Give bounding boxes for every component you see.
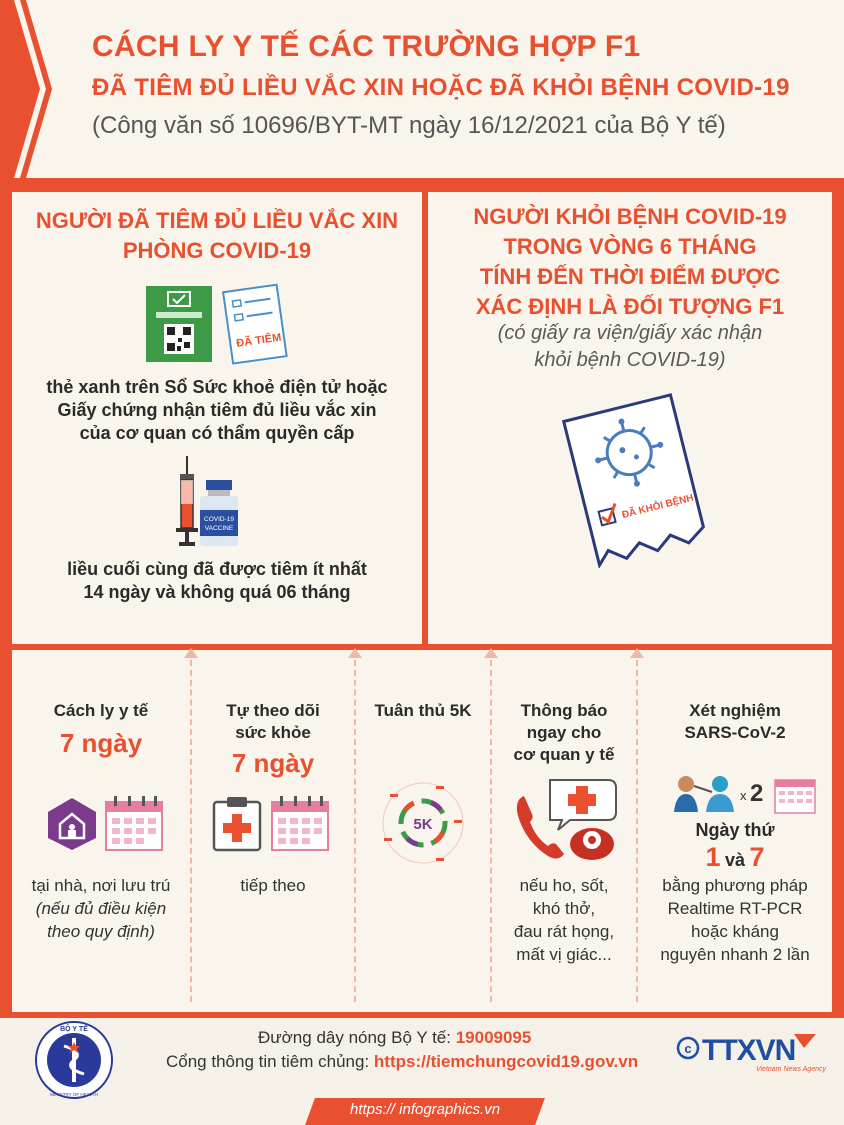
five-k-badge: 5K <box>413 816 433 833</box>
recovered-title: NGƯỜI KHỎI BỆNH COVID-19 TRONG VÒNG 6 THÁNG TÍNH ĐẾN THỜI ĐIỂM ĐƯỢC XÁC ĐỊNH LÀ ĐỐI TƯỢNG F1 <box>473 204 787 319</box>
monitor-column <box>192 700 354 778</box>
isolation-title: Cách ly y tế <box>53 701 149 720</box>
house-icon <box>44 796 100 852</box>
report-column <box>492 700 636 766</box>
report-title: Thông báo ngay cho cơ quan y tế <box>513 701 615 764</box>
vial-label-2: VACCINE <box>204 525 234 532</box>
arrow-up-icon <box>184 648 198 658</box>
site-link[interactable]: https:// infographics.vn <box>349 1101 501 1118</box>
swab-test-icon <box>670 772 740 812</box>
arrow-up-icon <box>630 648 644 658</box>
test-description: bằng phương pháp Realtime RT-PCR hoặc kháng nguyên nhanh 2 lần <box>660 876 810 964</box>
hotline-number[interactable]: 19009095 <box>455 1028 532 1047</box>
fivek-column <box>356 700 490 722</box>
vaccine-vial-icon <box>198 480 240 546</box>
chevron-decoration-icon <box>0 0 54 178</box>
arrow-up-icon <box>484 648 498 658</box>
calendar-icon <box>270 796 330 852</box>
monitor-description: tiếp theo <box>240 876 306 895</box>
recovered-subtitle: (có giấy ra viện/giấy xác nhận khỏi bệnh COVID-19) <box>497 322 763 371</box>
isolation-description: tại nhà, nơi lưu trú (nếu đủ điều kiện theo quy định) <box>31 876 171 941</box>
green-card-icon <box>146 286 212 362</box>
ministry-of-health-logo <box>34 1020 114 1100</box>
times-count: 2 <box>750 780 764 807</box>
portal: Cổng thông tin tiêm chủng: https://tiemchungcovid19.gov.vn <box>166 1052 639 1071</box>
cert-stamp: ĐÃ TIÊM <box>235 331 283 350</box>
test-days: 1 và 7 <box>705 842 765 872</box>
phone-report-icon <box>510 776 620 868</box>
ministry-bottom-text: MINISTRY OF HEALTH <box>50 1092 98 1097</box>
recovery-document-icon <box>560 392 710 568</box>
test-column <box>638 700 832 744</box>
clipboard-icon <box>212 796 262 852</box>
monitor-title: Tự theo dõi sức khỏe <box>226 701 320 742</box>
ttxvn-logo <box>676 1030 836 1074</box>
test-title: Xét nghiệm SARS-CoV-2 <box>684 701 786 742</box>
dose-description: liều cuối cùng đã được tiêm ít nhất 14 ngày và không quá 06 tháng <box>67 559 367 602</box>
vaccinated-title: NGƯỜI ĐÃ TIÊM ĐỦ LIỀU VẮC XIN PHÒNG COVID-19 <box>35 208 399 263</box>
portal-link[interactable]: https://tiemchungcovid19.gov.vn <box>373 1052 639 1071</box>
isolation-column <box>12 700 190 758</box>
page-title-line2: ĐÃ TIÊM ĐỦ LIỀU VẮC XIN HOẶC ĐÃ KHỎI BỆNH COVID-19 <box>92 74 790 101</box>
vial-label: COVID-19 <box>204 516 234 523</box>
calendar-icon <box>774 776 816 814</box>
svg-text:c: c <box>684 1041 692 1056</box>
times-x: x <box>740 788 747 803</box>
doc-stamp: ĐÃ KHỎI BỆNH <box>620 492 695 521</box>
ministry-top-text: BỘ Y TẾ <box>60 1026 88 1033</box>
page-title: CÁCH LY Y TẾ CÁC TRƯỜNG HỢP F1 <box>92 30 641 63</box>
test-day-label: Ngày thứ <box>695 820 775 840</box>
five-k-icon <box>376 776 470 870</box>
hotline: Đường dây nóng Bộ Y tế: 19009095 <box>258 1028 532 1047</box>
isolation-days: 7 ngày <box>59 728 143 758</box>
monitor-days: 7 ngày <box>231 748 315 778</box>
fivek-title: Tuân thủ 5K <box>374 701 472 720</box>
report-description: nếu ho, sốt, khó thở, đau rát họng, mất vị giác... <box>513 876 615 964</box>
agency-logo-text: TTXVN <box>702 1034 796 1067</box>
page-subtitle: (Công văn số 10696/BYT-MT ngày 16/12/2021 của Bộ Y tế) <box>92 112 726 139</box>
calendar-icon <box>104 796 164 852</box>
agency-subtitle: Vietnam News Agency <box>755 1066 826 1073</box>
arrow-up-icon <box>348 648 362 658</box>
certificate-icon <box>220 282 292 368</box>
card-description: thẻ xanh trên Sổ Sức khoẻ điện tử hoặc Giấy chứng nhận tiêm đủ liều vắc xin của cơ quan có thẩm quyền cấp <box>46 377 388 443</box>
